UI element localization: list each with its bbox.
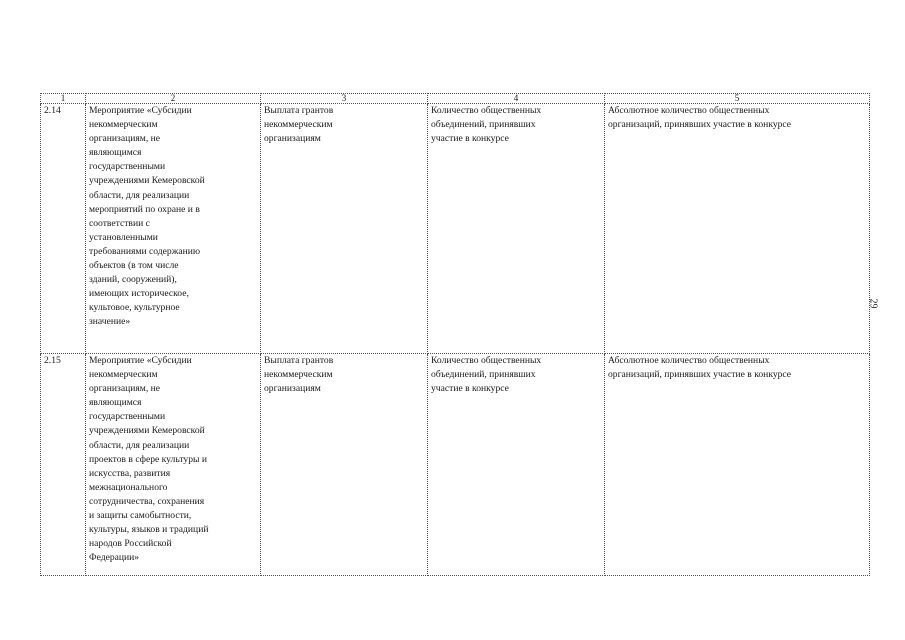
column-header-5: 5 — [605, 94, 870, 104]
event-description: Мероприятие «Субсидии некоммерческим организациям, не являющимся государственными учреждениями Кемеровской области, для реализации мероприятий по охране и в соответствии с установленными требованиями содержанию объектов (в том числе зданий, сооружений), имеющих историческое, культовое, культурное значение» — [86, 104, 261, 354]
indicator-name: Количество общественных объединений, принявших участие в конкурсе — [428, 104, 605, 354]
table-row — [41, 104, 870, 354]
column-header-3: 3 — [261, 94, 428, 104]
calculation-method: Абсолютное количество общественных организаций, принявших участие в конкурсе — [605, 104, 870, 354]
indicator-name: Количество общественных объединений, принявших участие в конкурсе — [428, 354, 605, 576]
row-number: 2.15 — [41, 354, 86, 576]
column-header-4: 4 — [428, 94, 605, 104]
row-number: 2.14 — [41, 104, 86, 354]
indicators-table — [40, 93, 870, 576]
event-description: Мероприятие «Субсидии некоммерческим организациям, не являющимся государственными учреждениями Кемеровской области, для реализации проектов в сфере культуры и искусства, развития межнационального сотрудничества, сохранения и защиты самобытности, культуры, языков и традиций народов Российской Федерации» — [86, 354, 261, 576]
event-action: Выплата грантов некоммерческим организациям — [261, 104, 428, 354]
table-row — [41, 354, 870, 576]
event-action: Выплата грантов некоммерческим организациям — [261, 354, 428, 576]
header-row — [41, 94, 870, 104]
column-header-1: 1 — [41, 94, 86, 104]
column-header-2: 2 — [86, 94, 261, 104]
page-number: 29 — [867, 298, 879, 309]
calculation-method: Абсолютное количество общественных организаций, принявших участие в конкурсе — [605, 354, 870, 576]
